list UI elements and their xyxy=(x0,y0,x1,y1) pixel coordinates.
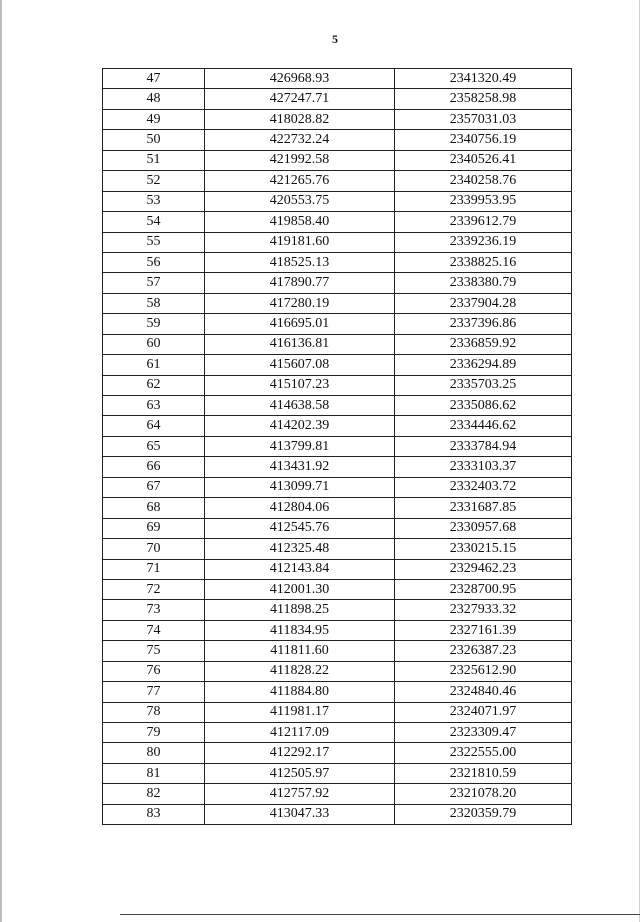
point-number-cell: 77 xyxy=(103,682,205,702)
y-coordinate-cell: 2340756.19 xyxy=(395,130,572,150)
x-coordinate-cell: 412001.30 xyxy=(205,579,395,599)
y-coordinate-cell: 2357031.03 xyxy=(395,109,572,129)
point-number-cell: 63 xyxy=(103,396,205,416)
table-row xyxy=(103,273,572,293)
table-row xyxy=(103,498,572,518)
table-row xyxy=(103,355,572,375)
x-coordinate-cell: 420553.75 xyxy=(205,191,395,211)
y-coordinate-cell: 2339612.79 xyxy=(395,212,572,232)
x-coordinate-cell: 412804.06 xyxy=(205,498,395,518)
point-number-cell: 64 xyxy=(103,416,205,436)
x-coordinate-cell: 412757.92 xyxy=(205,784,395,804)
y-coordinate-cell: 2338825.16 xyxy=(395,252,572,272)
x-coordinate-cell: 411828.22 xyxy=(205,661,395,681)
table-row xyxy=(103,334,572,354)
point-number-cell: 58 xyxy=(103,293,205,313)
y-coordinate-cell: 2329462.23 xyxy=(395,559,572,579)
table-row xyxy=(103,416,572,436)
x-coordinate-cell: 417890.77 xyxy=(205,273,395,293)
point-number-cell: 59 xyxy=(103,314,205,334)
table-row xyxy=(103,682,572,702)
x-coordinate-cell: 413431.92 xyxy=(205,457,395,477)
table-row xyxy=(103,743,572,763)
x-coordinate-cell: 411811.60 xyxy=(205,641,395,661)
x-coordinate-cell: 412143.84 xyxy=(205,559,395,579)
y-coordinate-cell: 2327161.39 xyxy=(395,620,572,640)
page-number: 5 xyxy=(332,32,338,46)
table-row xyxy=(103,477,572,497)
point-number-cell: 67 xyxy=(103,477,205,497)
point-number-cell: 57 xyxy=(103,273,205,293)
y-coordinate-cell: 2330957.68 xyxy=(395,518,572,538)
table-row xyxy=(103,212,572,232)
x-coordinate-cell: 419181.60 xyxy=(205,232,395,252)
table-row xyxy=(103,661,572,681)
x-coordinate-cell: 412325.48 xyxy=(205,539,395,559)
table-row xyxy=(103,559,572,579)
y-coordinate-cell: 2333103.37 xyxy=(395,457,572,477)
point-number-cell: 62 xyxy=(103,375,205,395)
x-coordinate-cell: 416695.01 xyxy=(205,314,395,334)
table-row xyxy=(103,314,572,334)
point-number-cell: 81 xyxy=(103,763,205,783)
table-row xyxy=(103,150,572,170)
y-coordinate-cell: 2336859.92 xyxy=(395,334,572,354)
table-row xyxy=(103,130,572,150)
table-row xyxy=(103,723,572,743)
table-row xyxy=(103,252,572,272)
point-number-cell: 51 xyxy=(103,150,205,170)
x-coordinate-cell: 412505.97 xyxy=(205,763,395,783)
point-number-cell: 73 xyxy=(103,600,205,620)
y-coordinate-cell: 2330215.15 xyxy=(395,539,572,559)
point-number-cell: 61 xyxy=(103,355,205,375)
x-coordinate-cell: 416136.81 xyxy=(205,334,395,354)
y-coordinate-cell: 2322555.00 xyxy=(395,743,572,763)
y-coordinate-cell: 2338380.79 xyxy=(395,273,572,293)
point-number-cell: 60 xyxy=(103,334,205,354)
y-coordinate-cell: 2334446.62 xyxy=(395,416,572,436)
x-coordinate-cell: 411884.80 xyxy=(205,682,395,702)
x-coordinate-cell: 411981.17 xyxy=(205,702,395,722)
x-coordinate-cell: 421992.58 xyxy=(205,150,395,170)
point-number-cell: 49 xyxy=(103,109,205,129)
point-number-cell: 54 xyxy=(103,212,205,232)
y-coordinate-cell: 2325612.90 xyxy=(395,661,572,681)
point-number-cell: 47 xyxy=(103,69,205,89)
y-coordinate-cell: 2358258.98 xyxy=(395,89,572,109)
y-coordinate-cell: 2335703.25 xyxy=(395,375,572,395)
x-coordinate-cell: 421265.76 xyxy=(205,171,395,191)
table-row xyxy=(103,620,572,640)
table-row xyxy=(103,641,572,661)
y-coordinate-cell: 2332403.72 xyxy=(395,477,572,497)
x-coordinate-cell: 427247.71 xyxy=(205,89,395,109)
point-number-cell: 75 xyxy=(103,641,205,661)
table-row xyxy=(103,375,572,395)
x-coordinate-cell: 426968.93 xyxy=(205,69,395,89)
y-coordinate-cell: 2328700.95 xyxy=(395,579,572,599)
x-coordinate-cell: 418028.82 xyxy=(205,109,395,129)
x-coordinate-cell: 415107.23 xyxy=(205,375,395,395)
y-coordinate-cell: 2335086.62 xyxy=(395,396,572,416)
point-number-cell: 71 xyxy=(103,559,205,579)
table-row xyxy=(103,232,572,252)
table-row xyxy=(103,600,572,620)
x-coordinate-cell: 411834.95 xyxy=(205,620,395,640)
x-coordinate-cell: 415607.08 xyxy=(205,355,395,375)
y-coordinate-cell: 2326387.23 xyxy=(395,641,572,661)
y-coordinate-cell: 2339953.95 xyxy=(395,191,572,211)
x-coordinate-cell: 422732.24 xyxy=(205,130,395,150)
x-coordinate-cell: 413799.81 xyxy=(205,436,395,456)
table-row xyxy=(103,539,572,559)
table-row xyxy=(103,457,572,477)
x-coordinate-cell: 413047.33 xyxy=(205,804,395,824)
point-number-cell: 65 xyxy=(103,436,205,456)
table-row xyxy=(103,171,572,191)
table-row xyxy=(103,293,572,313)
y-coordinate-cell: 2339236.19 xyxy=(395,232,572,252)
y-coordinate-cell: 2337904.28 xyxy=(395,293,572,313)
table-row xyxy=(103,784,572,804)
point-number-cell: 52 xyxy=(103,171,205,191)
point-number-cell: 80 xyxy=(103,743,205,763)
y-coordinate-cell: 2341320.49 xyxy=(395,69,572,89)
x-coordinate-cell: 411898.25 xyxy=(205,600,395,620)
coordinates-table xyxy=(102,68,572,825)
point-number-cell: 55 xyxy=(103,232,205,252)
table-row xyxy=(103,436,572,456)
table-row xyxy=(103,702,572,722)
point-number-cell: 53 xyxy=(103,191,205,211)
x-coordinate-cell: 418525.13 xyxy=(205,252,395,272)
x-coordinate-cell: 414202.39 xyxy=(205,416,395,436)
point-number-cell: 74 xyxy=(103,620,205,640)
y-coordinate-cell: 2327933.32 xyxy=(395,600,572,620)
point-number-cell: 50 xyxy=(103,130,205,150)
table-row xyxy=(103,109,572,129)
table-row xyxy=(103,89,572,109)
x-coordinate-cell: 414638.58 xyxy=(205,396,395,416)
y-coordinate-cell: 2321078.20 xyxy=(395,784,572,804)
point-number-cell: 79 xyxy=(103,723,205,743)
y-coordinate-cell: 2323309.47 xyxy=(395,723,572,743)
table-row xyxy=(103,804,572,824)
x-coordinate-cell: 419858.40 xyxy=(205,212,395,232)
y-coordinate-cell: 2321810.59 xyxy=(395,763,572,783)
point-number-cell: 69 xyxy=(103,518,205,538)
y-coordinate-cell: 2336294.89 xyxy=(395,355,572,375)
x-coordinate-cell: 417280.19 xyxy=(205,293,395,313)
x-coordinate-cell: 412545.76 xyxy=(205,518,395,538)
x-coordinate-cell: 412117.09 xyxy=(205,723,395,743)
y-coordinate-cell: 2331687.85 xyxy=(395,498,572,518)
y-coordinate-cell: 2340258.76 xyxy=(395,171,572,191)
coordinates-table-body xyxy=(103,69,572,825)
y-coordinate-cell: 2337396.86 xyxy=(395,314,572,334)
point-number-cell: 83 xyxy=(103,804,205,824)
x-coordinate-cell: 413099.71 xyxy=(205,477,395,497)
y-coordinate-cell: 2324840.46 xyxy=(395,682,572,702)
table-row xyxy=(103,69,572,89)
point-number-cell: 48 xyxy=(103,89,205,109)
point-number-cell: 70 xyxy=(103,539,205,559)
point-number-cell: 66 xyxy=(103,457,205,477)
y-coordinate-cell: 2320359.79 xyxy=(395,804,572,824)
y-coordinate-cell: 2333784.94 xyxy=(395,436,572,456)
y-coordinate-cell: 2340526.41 xyxy=(395,150,572,170)
x-coordinate-cell: 412292.17 xyxy=(205,743,395,763)
point-number-cell: 72 xyxy=(103,579,205,599)
bottom-rule xyxy=(120,914,640,915)
table-row xyxy=(103,579,572,599)
point-number-cell: 76 xyxy=(103,661,205,681)
table-row xyxy=(103,763,572,783)
y-coordinate-cell: 2324071.97 xyxy=(395,702,572,722)
table-row xyxy=(103,191,572,211)
point-number-cell: 56 xyxy=(103,252,205,272)
table-row xyxy=(103,396,572,416)
point-number-cell: 68 xyxy=(103,498,205,518)
table-row xyxy=(103,518,572,538)
point-number-cell: 82 xyxy=(103,784,205,804)
point-number-cell: 78 xyxy=(103,702,205,722)
